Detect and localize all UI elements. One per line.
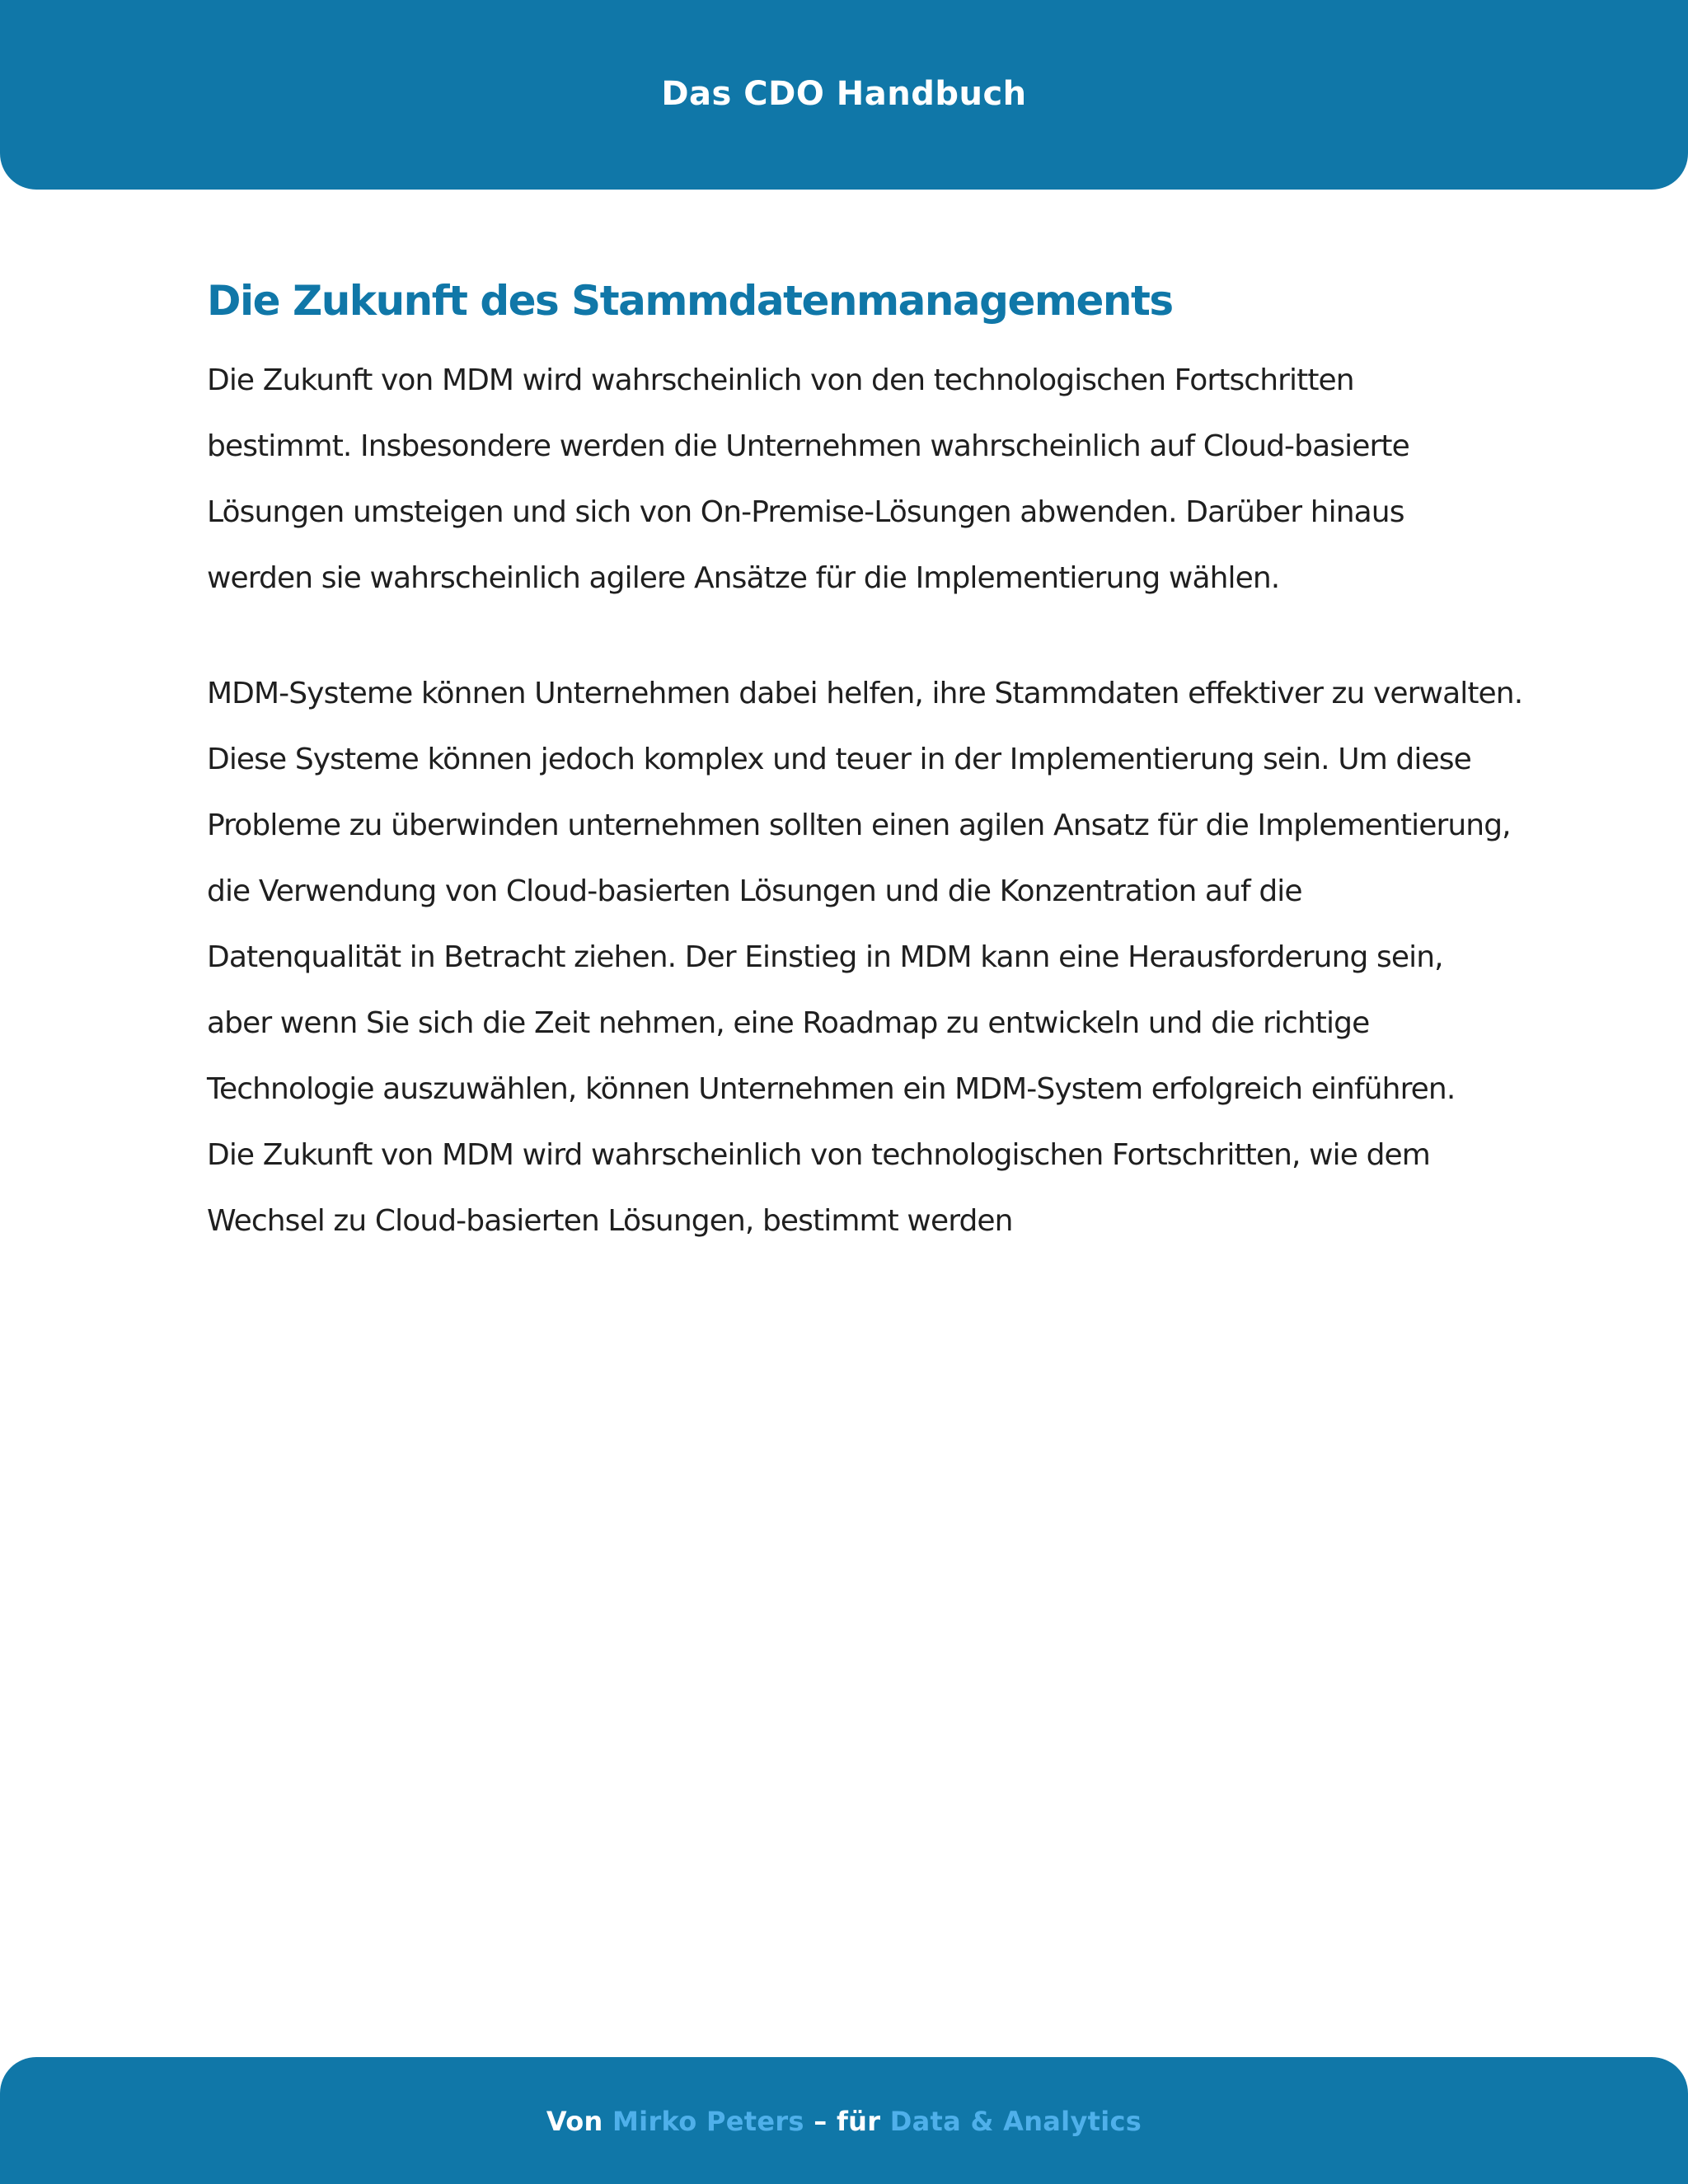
paragraph-line: aber wenn Sie sich die Zeit nehmen, eine Roadmap zu entwickeln und die richtige: [207, 1006, 1370, 1040]
paragraph-line: werden sie wahrscheinlich agilere Ansätze für die Implementierung wählen.: [207, 561, 1280, 595]
paragraph-line: Wechsel zu Cloud-basierten Lösungen, bestimmt werden: [207, 1204, 1013, 1238]
paragraph-line: Die Zukunft von MDM wird wahrscheinlich von technologischen Fortschritten, wie dem: [207, 1138, 1430, 1172]
footer-credit: [546, 2106, 1142, 2137]
paragraph-line: Diese Systeme können jedoch komplex und teuer in der Implementierung sein. Um diese: [207, 743, 1471, 776]
header-title: Das CDO Handbuch: [661, 75, 1027, 113]
paragraph-line: Lösungen umsteigen und sich von On-Premise-Lösungen abwenden. Darüber hinaus: [207, 495, 1404, 529]
section-heading: Die Zukunft des Stammdatenmanagements: [207, 277, 1173, 325]
paragraph-1: [207, 348, 1493, 612]
paragraph-line: bestimmt. Insbesondere werden die Unternehmen wahrscheinlich auf Cloud-basierte: [207, 429, 1409, 463]
footer-author: Mirko Peters: [612, 2106, 804, 2137]
page-header: [0, 0, 1688, 190]
footer-publisher: Data & Analytics: [889, 2106, 1142, 2137]
paragraph-line: MDM-Systeme können Unternehmen dabei helfen, ihre Stammdaten effektiver zu verwalten.: [207, 677, 1523, 710]
paragraph-line: Datenqualität in Betracht ziehen. Der Einstieg in MDM kann eine Herausforderung sein,: [207, 940, 1443, 974]
paragraph-line: Technologie auszuwählen, können Unternehmen ein MDM-System erfolgreich einführen.: [207, 1072, 1456, 1106]
paragraph-2: [207, 661, 1523, 1254]
page-footer: [0, 2057, 1688, 2184]
paragraph-line: Probleme zu überwinden unternehmen sollten einen agilen Ansatz für die Implementierung,: [207, 808, 1511, 842]
paragraph-line: Die Zukunft von MDM wird wahrscheinlich von den technologischen Fortschritten: [207, 363, 1354, 397]
main-content: [207, 272, 1523, 1254]
paragraph-line: die Verwendung von Cloud-basierten Lösungen und die Konzentration auf die: [207, 874, 1302, 908]
footer-prefix: Von: [546, 2106, 603, 2137]
footer-separator: – für: [814, 2106, 881, 2137]
